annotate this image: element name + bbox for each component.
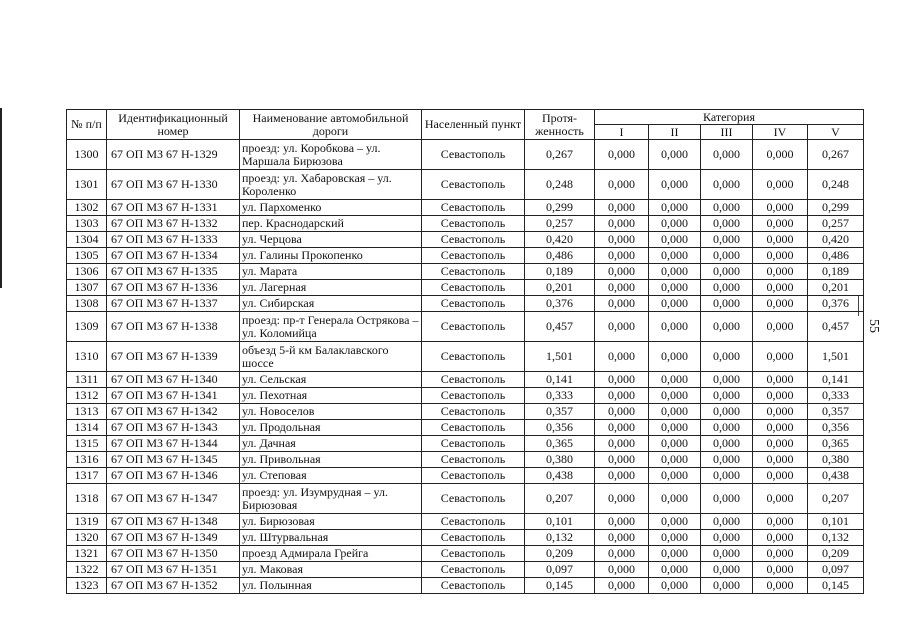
cell-identifier: 67 ОП МЗ 67 Н-1342 [107,404,240,420]
cell-cat-ii: 0,000 [649,312,701,342]
cell-cat-i: 0,000 [595,264,649,280]
cell-cat-i: 0,000 [595,484,649,514]
cell-number: 1314 [67,420,107,436]
cell-number: 1305 [67,248,107,264]
cell-cat-iii: 0,000 [701,578,753,594]
cell-cat-iv: 0,000 [753,372,808,388]
table-row [67,296,864,312]
cell-road-name: ул. Черцова [240,232,422,248]
cell-identifier: 67 ОП МЗ 67 Н-1349 [107,530,240,546]
cell-road-name: ул. Галины Прокопенко [240,248,422,264]
cell-road-name: проезд: ул. Коробкова – ул. Маршала Бирюзова [240,140,422,170]
header-cat-i: I [595,125,649,140]
cell-cat-i: 0,000 [595,372,649,388]
cell-cat-iv: 0,000 [753,436,808,452]
cell-settlement: Севастополь [422,216,525,232]
header-row-1 [67,110,864,125]
cell-settlement: Севастополь [422,264,525,280]
cell-road-name: ул. Пархоменко [240,200,422,216]
cell-settlement: Севастополь [422,562,525,578]
cell-cat-v: 0,209 [808,546,864,562]
header-category: Категория [595,110,864,125]
cell-settlement: Севастополь [422,452,525,468]
cell-length: 0,333 [525,388,595,404]
cell-cat-i: 0,000 [595,388,649,404]
cell-number: 1303 [67,216,107,232]
cell-length: 0,145 [525,578,595,594]
cell-road-name: ул. Бирюзовая [240,514,422,530]
cell-cat-iii: 0,000 [701,296,753,312]
cell-road-name: ул. Новоселов [240,404,422,420]
table-body [67,140,864,594]
header-length: Протя-женность [525,110,595,140]
cell-cat-v: 0,376 [808,296,864,312]
cell-cat-iii: 0,000 [701,140,753,170]
cell-cat-i: 0,000 [595,546,649,562]
cell-cat-i: 0,000 [595,140,649,170]
cell-cat-v: 0,333 [808,388,864,404]
cell-cat-iii: 0,000 [701,170,753,200]
cell-cat-iv: 0,000 [753,388,808,404]
cell-cat-i: 0,000 [595,452,649,468]
cell-length: 0,209 [525,546,595,562]
cell-road-name: ул. Дачная [240,436,422,452]
cell-cat-ii: 0,000 [649,468,701,484]
cell-cat-v: 0,486 [808,248,864,264]
cell-cat-ii: 0,000 [649,404,701,420]
cell-cat-i: 0,000 [595,170,649,200]
cell-length: 0,101 [525,514,595,530]
cell-cat-iv: 0,000 [753,578,808,594]
cell-road-name: ул. Полынная [240,578,422,594]
cell-cat-iv: 0,000 [753,170,808,200]
cell-number: 1315 [67,436,107,452]
cell-length: 0,356 [525,420,595,436]
cell-cat-ii: 0,000 [649,530,701,546]
cell-cat-iv: 0,000 [753,420,808,436]
cell-cat-ii: 0,000 [649,216,701,232]
cell-identifier: 67 ОП МЗ 67 Н-1334 [107,248,240,264]
cell-identifier: 67 ОП МЗ 67 Н-1330 [107,170,240,200]
cell-number: 1306 [67,264,107,280]
cell-cat-iv: 0,000 [753,200,808,216]
cell-cat-ii: 0,000 [649,562,701,578]
cell-cat-v: 0,299 [808,200,864,216]
cell-settlement: Севастополь [422,296,525,312]
cell-number: 1304 [67,232,107,248]
cell-cat-iii: 0,000 [701,514,753,530]
cell-cat-iii: 0,000 [701,372,753,388]
cell-cat-ii: 0,000 [649,342,701,372]
cell-road-name: проезд: пр-т Генерала Острякова – ул. Коломийца [240,312,422,342]
cell-cat-iv: 0,000 [753,296,808,312]
cell-cat-i: 0,000 [595,436,649,452]
cell-settlement: Севастополь [422,514,525,530]
cell-identifier: 67 ОП МЗ 67 Н-1339 [107,342,240,372]
cell-cat-ii: 0,000 [649,264,701,280]
table-row [67,562,864,578]
cell-settlement: Севастополь [422,312,525,342]
cell-cat-i: 0,000 [595,562,649,578]
cell-number: 1312 [67,388,107,404]
cell-identifier: 67 ОП МЗ 67 Н-1329 [107,140,240,170]
cell-length: 0,299 [525,200,595,216]
cell-cat-v: 0,101 [808,514,864,530]
cell-number: 1316 [67,452,107,468]
cell-cat-ii: 0,000 [649,232,701,248]
table-row [67,248,864,264]
cell-cat-i: 0,000 [595,530,649,546]
cell-cat-iii: 0,000 [701,530,753,546]
cell-cat-v: 0,380 [808,452,864,468]
cell-cat-i: 0,000 [595,578,649,594]
header-cat-v: V [808,125,864,140]
header-city: Населенный пункт [422,110,525,140]
cell-cat-iv: 0,000 [753,514,808,530]
cell-road-name: ул. Степовая [240,468,422,484]
cell-length: 0,189 [525,264,595,280]
cell-length: 0,267 [525,140,595,170]
cell-identifier: 67 ОП МЗ 67 Н-1350 [107,546,240,562]
cell-cat-i: 0,000 [595,514,649,530]
cell-cat-i: 0,000 [595,216,649,232]
cell-cat-iv: 0,000 [753,140,808,170]
table-row [67,530,864,546]
cell-cat-ii: 0,000 [649,200,701,216]
cell-cat-ii: 0,000 [649,388,701,404]
cell-identifier: 67 ОП МЗ 67 Н-1347 [107,484,240,514]
cell-cat-v: 0,357 [808,404,864,420]
cell-length: 0,420 [525,232,595,248]
table-row [67,140,864,170]
cell-cat-iii: 0,000 [701,280,753,296]
cell-settlement: Севастополь [422,248,525,264]
cell-cat-v: 0,257 [808,216,864,232]
cell-cat-iv: 0,000 [753,562,808,578]
cell-cat-i: 0,000 [595,420,649,436]
cell-cat-iii: 0,000 [701,484,753,514]
cell-identifier: 67 ОП МЗ 67 Н-1338 [107,312,240,342]
cell-cat-ii: 0,000 [649,546,701,562]
cell-cat-iv: 0,000 [753,484,808,514]
cell-number: 1317 [67,468,107,484]
cell-number: 1310 [67,342,107,372]
cell-cat-v: 0,365 [808,436,864,452]
cell-number: 1311 [67,372,107,388]
table-row [67,342,864,372]
cell-identifier: 67 ОП МЗ 67 Н-1337 [107,296,240,312]
cell-cat-v: 0,141 [808,372,864,388]
cell-settlement: Севастополь [422,484,525,514]
cell-cat-iii: 0,000 [701,468,753,484]
cell-settlement: Севастополь [422,388,525,404]
cell-cat-iv: 0,000 [753,264,808,280]
table-row [67,420,864,436]
table-row [67,468,864,484]
cell-cat-iii: 0,000 [701,248,753,264]
table-row [67,388,864,404]
table-row [67,312,864,342]
cell-cat-ii: 0,000 [649,578,701,594]
cell-road-name: пер. Краснодарский [240,216,422,232]
cell-cat-iv: 0,000 [753,468,808,484]
cell-cat-iii: 0,000 [701,388,753,404]
cell-length: 0,357 [525,404,595,420]
cell-settlement: Севастополь [422,420,525,436]
cell-cat-iv: 0,000 [753,546,808,562]
cell-identifier: 67 ОП МЗ 67 Н-1333 [107,232,240,248]
cell-identifier: 67 ОП МЗ 67 Н-1346 [107,468,240,484]
cell-cat-i: 0,000 [595,312,649,342]
cell-cat-ii: 0,000 [649,436,701,452]
table-row [67,514,864,530]
cell-number: 1313 [67,404,107,420]
header-name: Наименование автомобильной дороги [240,110,422,140]
cell-cat-iv: 0,000 [753,216,808,232]
cell-road-name: ул. Лагерная [240,280,422,296]
cell-settlement: Севастополь [422,404,525,420]
cell-cat-iv: 0,000 [753,248,808,264]
cell-identifier: 67 ОП МЗ 67 Н-1348 [107,514,240,530]
cell-number: 1307 [67,280,107,296]
cell-cat-v: 0,201 [808,280,864,296]
cell-identifier: 67 ОП МЗ 67 Н-1340 [107,372,240,388]
cell-identifier: 67 ОП МЗ 67 Н-1345 [107,452,240,468]
cell-road-name: ул. Штурвальная [240,530,422,546]
cell-road-name: ул. Продольная [240,420,422,436]
cell-identifier: 67 ОП МЗ 67 Н-1341 [107,388,240,404]
cell-road-name: проезд: ул. Хабаровская – ул. Короленко [240,170,422,200]
cell-settlement: Севастополь [422,468,525,484]
roads-table [66,109,864,594]
cell-settlement: Севастополь [422,140,525,170]
cell-road-name: ул. Маковая [240,562,422,578]
cell-cat-v: 0,457 [808,312,864,342]
cell-settlement: Севастополь [422,578,525,594]
cell-cat-iv: 0,000 [753,232,808,248]
cell-cat-i: 0,000 [595,296,649,312]
cell-length: 0,132 [525,530,595,546]
cell-cat-v: 0,097 [808,562,864,578]
cell-cat-iii: 0,000 [701,216,753,232]
cell-cat-ii: 0,000 [649,452,701,468]
cell-length: 0,438 [525,468,595,484]
table-row [67,452,864,468]
table-row [67,170,864,200]
cell-cat-ii: 0,000 [649,514,701,530]
cell-cat-v: 0,248 [808,170,864,200]
cell-length: 0,248 [525,170,595,200]
cell-cat-iii: 0,000 [701,452,753,468]
cell-road-name: проезд Адмирала Грейга [240,546,422,562]
cell-cat-iii: 0,000 [701,420,753,436]
cell-length: 0,486 [525,248,595,264]
cell-road-name: объезд 5-й км Балаклавского шоссе [240,342,422,372]
cell-cat-ii: 0,000 [649,372,701,388]
table-row [67,280,864,296]
cell-cat-i: 0,000 [595,342,649,372]
table-row [67,232,864,248]
cell-cat-iii: 0,000 [701,546,753,562]
table-row [67,436,864,452]
cell-road-name: ул. Марата [240,264,422,280]
cell-cat-ii: 0,000 [649,140,701,170]
cell-identifier: 67 ОП МЗ 67 Н-1352 [107,578,240,594]
table-row [67,216,864,232]
cell-cat-ii: 0,000 [649,484,701,514]
page-number: 55 [866,319,881,333]
cell-settlement: Севастополь [422,170,525,200]
cell-number: 1302 [67,200,107,216]
cell-identifier: 67 ОП МЗ 67 Н-1335 [107,264,240,280]
cell-identifier: 67 ОП МЗ 67 Н-1332 [107,216,240,232]
scan-edge-line [0,108,2,288]
cell-length: 0,141 [525,372,595,388]
cell-road-name: ул. Привольная [240,452,422,468]
cell-identifier: 67 ОП МЗ 67 Н-1331 [107,200,240,216]
cell-cat-i: 0,000 [595,468,649,484]
cell-identifier: 67 ОП МЗ 67 Н-1344 [107,436,240,452]
cell-cat-ii: 0,000 [649,280,701,296]
cell-road-name: ул. Сельская [240,372,422,388]
cell-cat-iii: 0,000 [701,232,753,248]
cell-cat-v: 0,145 [808,578,864,594]
cell-cat-v: 1,501 [808,342,864,372]
cell-cat-v: 0,356 [808,420,864,436]
cell-cat-v: 0,189 [808,264,864,280]
cell-cat-iii: 0,000 [701,312,753,342]
cell-settlement: Севастополь [422,200,525,216]
cell-cat-iv: 0,000 [753,280,808,296]
cell-cat-v: 0,132 [808,530,864,546]
cell-cat-ii: 0,000 [649,248,701,264]
cell-cat-ii: 0,000 [649,170,701,200]
cell-number: 1308 [67,296,107,312]
cell-settlement: Севастополь [422,342,525,372]
header-cat-iv: IV [753,125,808,140]
cell-settlement: Севастополь [422,372,525,388]
cell-identifier: 67 ОП МЗ 67 Н-1351 [107,562,240,578]
cell-cat-iii: 0,000 [701,342,753,372]
cell-identifier: 67 ОП МЗ 67 Н-1336 [107,280,240,296]
cell-cat-ii: 0,000 [649,296,701,312]
cell-number: 1309 [67,312,107,342]
table-row [67,578,864,594]
cell-cat-iv: 0,000 [753,530,808,546]
header-cat-iii: III [701,125,753,140]
cell-number: 1318 [67,484,107,514]
table-row [67,404,864,420]
cell-length: 1,501 [525,342,595,372]
cell-cat-i: 0,000 [595,232,649,248]
cell-cat-iv: 0,000 [753,342,808,372]
cell-length: 0,457 [525,312,595,342]
cell-cat-ii: 0,000 [649,420,701,436]
cell-settlement: Севастополь [422,232,525,248]
header-id: Идентификационный номер [107,110,240,140]
cell-length: 0,097 [525,562,595,578]
cell-length: 0,380 [525,452,595,468]
cell-cat-iv: 0,000 [753,312,808,342]
cell-road-name: ул. Пехотная [240,388,422,404]
cell-number: 1323 [67,578,107,594]
cell-cat-iii: 0,000 [701,404,753,420]
cell-settlement: Севастополь [422,530,525,546]
cell-cat-i: 0,000 [595,280,649,296]
cell-cat-v: 0,420 [808,232,864,248]
table-row [67,546,864,562]
cell-cat-v: 0,438 [808,468,864,484]
cell-number: 1322 [67,562,107,578]
cell-number: 1320 [67,530,107,546]
table-row [67,372,864,388]
header-cat-ii: II [649,125,701,140]
cell-length: 0,376 [525,296,595,312]
cell-cat-iii: 0,000 [701,200,753,216]
cell-number: 1300 [67,140,107,170]
cell-cat-iv: 0,000 [753,452,808,468]
cell-number: 1321 [67,546,107,562]
cell-identifier: 67 ОП МЗ 67 Н-1343 [107,420,240,436]
cell-cat-i: 0,000 [595,200,649,216]
cell-length: 0,365 [525,436,595,452]
cell-cat-i: 0,000 [595,404,649,420]
cell-cat-v: 0,207 [808,484,864,514]
cell-length: 0,207 [525,484,595,514]
cell-cat-v: 0,267 [808,140,864,170]
cell-settlement: Севастополь [422,280,525,296]
table-row [67,200,864,216]
cell-road-name: проезд: ул. Изумрудная – ул. Бирюзовая [240,484,422,514]
cell-length: 0,257 [525,216,595,232]
table-row [67,264,864,280]
header-num: № п/п [67,110,107,140]
cell-length: 0,201 [525,280,595,296]
cell-cat-iii: 0,000 [701,562,753,578]
cell-settlement: Севастополь [422,436,525,452]
cell-number: 1301 [67,170,107,200]
table-row [67,484,864,514]
cell-cat-iv: 0,000 [753,404,808,420]
cell-cat-i: 0,000 [595,248,649,264]
cell-number: 1319 [67,514,107,530]
cell-settlement: Севастополь [422,546,525,562]
cell-cat-iii: 0,000 [701,436,753,452]
cell-road-name: ул. Сибирская [240,296,422,312]
cell-cat-iii: 0,000 [701,264,753,280]
